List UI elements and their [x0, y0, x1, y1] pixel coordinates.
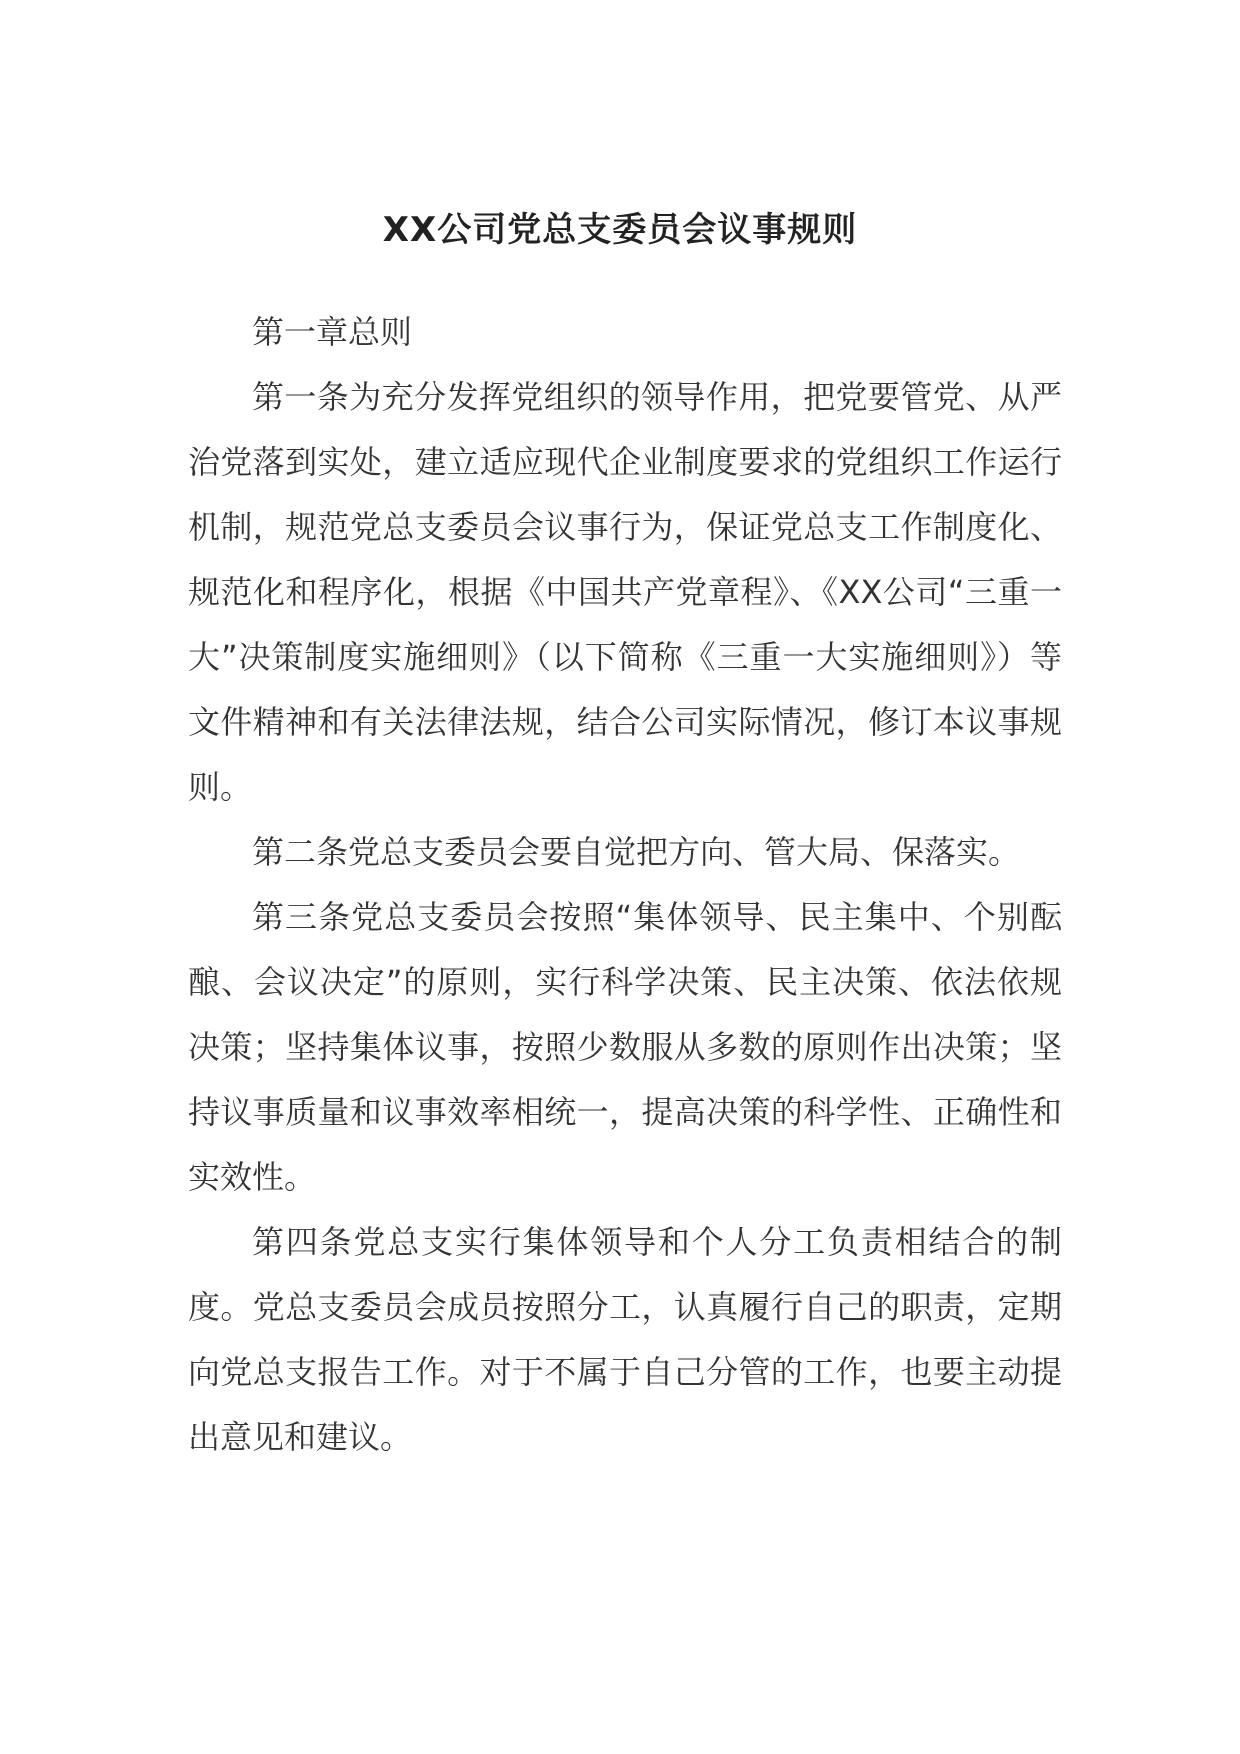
chapter-heading: 第一章总则 — [252, 313, 413, 351]
article-3-paragraph: 第三条党总支委员会按照“集体领导、民主集中、个别酝酿、会议决定”的原则，实行科学决策、民主决策、依法依规决策；坚持集体议事，按照少数服从多数的原则作出决策；坚持议事质量和议事效率相统一，提高决策的科学性、正确性和实效性。 — [188, 898, 1062, 1196]
document-body — [188, 300, 1062, 1470]
article-1-paragraph: 第一条为充分发挥党组织的领导作用，把党要管党、从严治党落到实处，建立适应现代企业制度要求的党组织工作运行机制，规范党总支委员会议事行为，保证党总支工作制度化、规范化和程序化，根据《中国共产党章程》、《XX公司“三重一大”决策制度实施细则》（以下简称《三重一大实施细则》）等文件精神和有关法律法规，结合公司实际情况，修订本议事规则。 — [188, 378, 1062, 806]
document-title: XX公司党总支委员会议事规则 — [382, 210, 858, 250]
article-2-paragraph: 第二条党总支委员会要自觉把方向、管大局、保落实。 — [252, 833, 1021, 871]
article-4-paragraph: 第四条党总支实行集体领导和个人分工负责相结合的制度。党总支委员会成员按照分工，认真履行自己的职责，定期向党总支报告工作。对于不属于自己分管的工作，也要主动提出意见和建议。 — [188, 1223, 1062, 1456]
